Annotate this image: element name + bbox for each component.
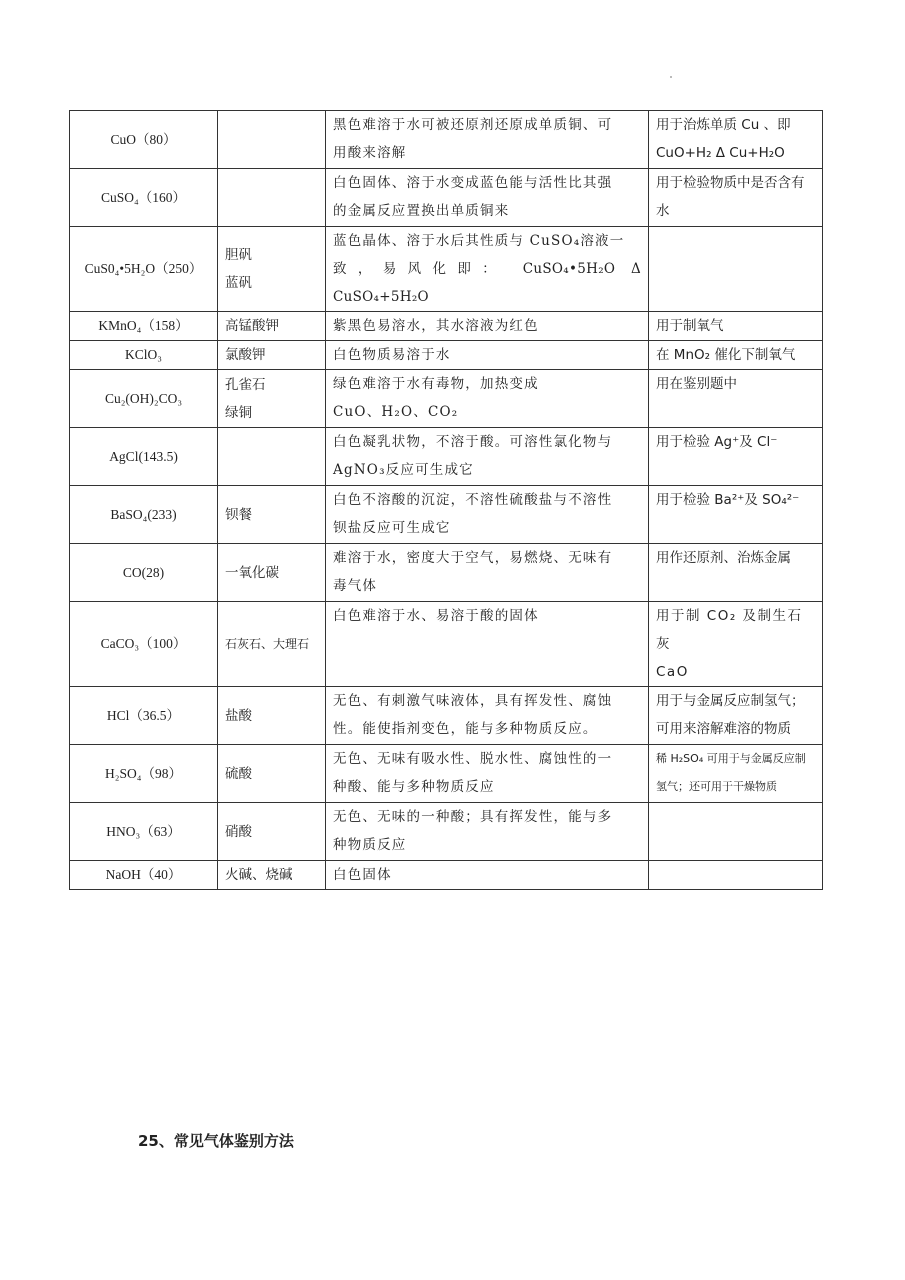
substance-properties: 白色不溶酸的沉淀，不溶性硫酸盐与不溶性 钡盐反应可生成它 bbox=[326, 486, 649, 544]
substance-alias: 一氧化碳 bbox=[218, 544, 326, 602]
table-row bbox=[70, 486, 823, 544]
substance-name: CO(28) bbox=[70, 544, 218, 602]
substance-properties: 无色、有刺激气味液体，具有挥发性、腐蚀 性。能使指剂变色，能与多种物质反应。 bbox=[326, 687, 649, 745]
substance-alias: 硫酸 bbox=[218, 745, 326, 803]
substance-alias: 盐酸 bbox=[218, 687, 326, 745]
substance-uses: 用作还原剂、治炼金属 bbox=[649, 544, 823, 602]
substance-uses: 用于与金属反应制氢气； 可用来溶解难溶的物质 bbox=[649, 687, 823, 745]
substance-properties: 紫黑色易溶水，其水溶液为红色 bbox=[326, 312, 649, 341]
substance-uses bbox=[649, 861, 823, 890]
substance-alias: 火碱、烧碱 bbox=[218, 861, 326, 890]
substance-uses: 用于制 CO₂ 及制生石灰 CaO bbox=[649, 602, 823, 687]
substance-name: CaCO₃（100） bbox=[70, 602, 218, 687]
substance-uses: 用于治炼单质 Cu 、即 CuO+H₂ Δ Cu+H₂O bbox=[649, 111, 823, 169]
chemical-substances-table bbox=[69, 110, 823, 890]
reaction-equation: 致，易风化即： CuSO₄•5H₂O Δ CuSO₄+5H₂O bbox=[333, 261, 641, 305]
substance-alias: 钡餐 bbox=[218, 486, 326, 544]
table-row bbox=[70, 312, 823, 341]
substance-alias bbox=[218, 111, 326, 169]
substance-alias: 硝酸 bbox=[218, 803, 326, 861]
substance-properties: 无色、无味有吸水性、脱水性、腐蚀性的一 种酸、能与多种物质反应 bbox=[326, 745, 649, 803]
substance-name: BaSO₄(233) bbox=[70, 486, 218, 544]
substance-uses bbox=[649, 227, 823, 312]
reaction-equation: CuO+H₂ Δ Cu+H₂O bbox=[656, 145, 785, 161]
substance-alias: 石灰石、大理石 bbox=[218, 602, 326, 687]
substance-properties: 白色难溶于水、易溶于酸的固体 bbox=[326, 602, 649, 687]
substance-name: AgCl(143.5) bbox=[70, 428, 218, 486]
table-row bbox=[70, 341, 823, 370]
substance-alias bbox=[218, 428, 326, 486]
substance-name: NaOH（40） bbox=[70, 861, 218, 890]
table-row bbox=[70, 370, 823, 428]
substance-properties: 白色固体、溶于水变成蓝色能与活性比其强 的金属反应置换出单质铜来 bbox=[326, 169, 649, 227]
substance-uses: 用于制氧气 bbox=[649, 312, 823, 341]
substance-name: H₂SO₄（98） bbox=[70, 745, 218, 803]
table-row bbox=[70, 745, 823, 803]
substance-name: Cu₂(OH)₂CO₃ bbox=[70, 370, 218, 428]
substance-name: HNO₃（63） bbox=[70, 803, 218, 861]
page-speck bbox=[670, 76, 672, 78]
substance-alias: 高锰酸钾 bbox=[218, 312, 326, 341]
table-row bbox=[70, 861, 823, 890]
substance-uses: 用于检验 Ag⁺及 Cl⁻ bbox=[649, 428, 823, 486]
substance-properties: 白色凝乳状物，不溶于酸。可溶性氯化物与 AgNO₃反应可生成它 bbox=[326, 428, 649, 486]
substance-properties: 白色固体 bbox=[326, 861, 649, 890]
section-heading: 25、常见气体鉴别方法 bbox=[138, 1132, 294, 1150]
substance-uses: 用在鉴别题中 bbox=[649, 370, 823, 428]
table-row bbox=[70, 602, 823, 687]
substance-uses: 在 MnO₂ 催化下制氧气 bbox=[649, 341, 823, 370]
substance-alias: 氯酸钾 bbox=[218, 341, 326, 370]
substance-name: CuO（80） bbox=[70, 111, 218, 169]
table-row bbox=[70, 169, 823, 227]
substance-properties: 白色物质易溶于水 bbox=[326, 341, 649, 370]
substance-alias: 胆矾 蓝矾 bbox=[218, 227, 326, 312]
substance-properties: 黑色难溶于水可被还原剂还原成单质铜、可 用酸来溶解 bbox=[326, 111, 649, 169]
substance-name: KMnO₄（158） bbox=[70, 312, 218, 341]
substance-uses: 用于检验物质中是否含有 水 bbox=[649, 169, 823, 227]
substance-name: CuS0₄•5H₂O（250） bbox=[70, 227, 218, 312]
substance-properties: 难溶于水，密度大于空气，易燃烧、无味有 毒气体 bbox=[326, 544, 649, 602]
table-row bbox=[70, 687, 823, 745]
table-row bbox=[70, 227, 823, 312]
table-row bbox=[70, 544, 823, 602]
table-row bbox=[70, 111, 823, 169]
substance-name: CuSO₄（160） bbox=[70, 169, 218, 227]
substance-properties: 无色、无味的一种酸；具有挥发性，能与多 种物质反应 bbox=[326, 803, 649, 861]
substance-alias bbox=[218, 169, 326, 227]
substance-uses: 用于检验 Ba²⁺及 SO₄²⁻ bbox=[649, 486, 823, 544]
substance-alias: 孔雀石 绿铜 bbox=[218, 370, 326, 428]
substance-name: HCl（36.5） bbox=[70, 687, 218, 745]
substance-uses: 稀 H₂SO₄ 可用于与金属反应制 氢气；还可用于干燥物质 bbox=[649, 745, 823, 803]
substance-properties: 蓝色晶体、溶于水后其性质与 CuSO₄溶液一 致，易风化即： CuSO₄•5H₂O Δ CuSO₄+5H₂O bbox=[326, 227, 649, 312]
substance-properties: 绿色难溶于水有毒物，加热变成 CuO、H₂O、CO₂ bbox=[326, 370, 649, 428]
table-row bbox=[70, 428, 823, 486]
substance-name: KClO₃ bbox=[70, 341, 218, 370]
table-row bbox=[70, 803, 823, 861]
substance-uses bbox=[649, 803, 823, 861]
